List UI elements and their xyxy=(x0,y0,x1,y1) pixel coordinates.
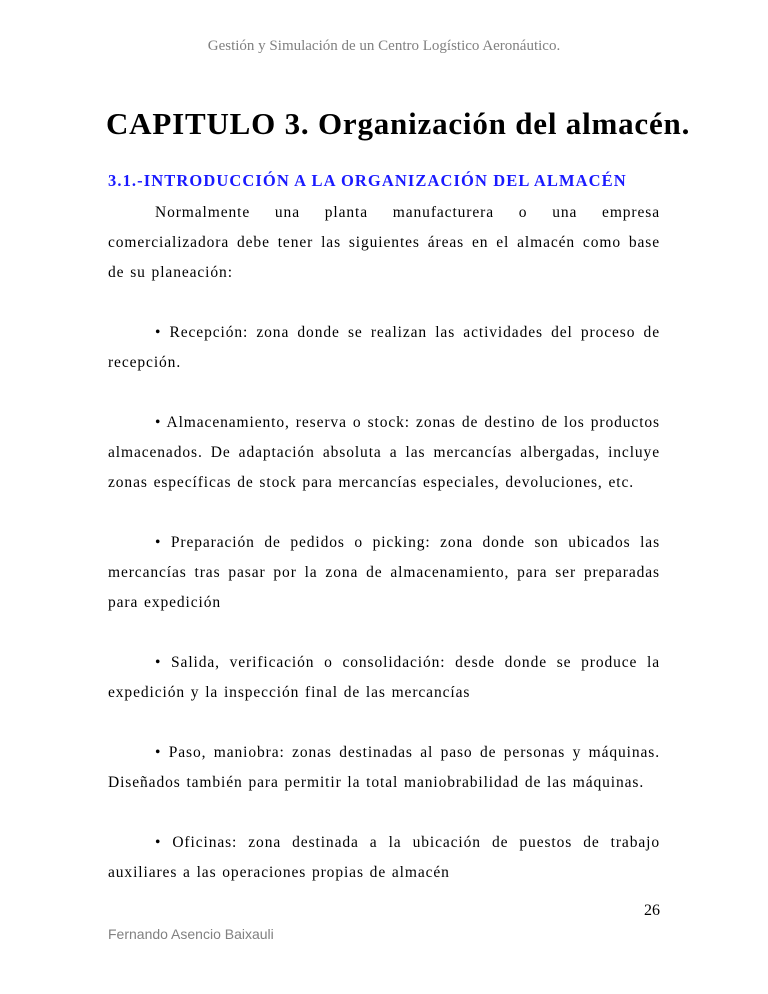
page-footer xyxy=(108,902,660,952)
bullet-picking xyxy=(108,528,660,618)
running-header: Gestión y Simulación de un Centro Logístico Aeronáutico. xyxy=(207,38,561,54)
bullet-salida xyxy=(108,648,660,708)
section-title: 3.1.-INTRODUCCIÓN A LA ORGANIZACIÓN DEL ALMACÉN xyxy=(108,171,627,190)
paragraph-text: • Recepción: zona donde se realizan las actividades del proceso de recepción. xyxy=(108,324,660,371)
chapter-title: CAPITULO 3. Organización del almacén. xyxy=(106,106,691,141)
bullet-almacenamiento xyxy=(108,408,660,498)
paragraph-text: • Paso, maniobra: zonas destinadas al paso de personas y máquinas. Diseñados también para permitir la total maniobrabilidad de las máquinas. xyxy=(108,744,660,791)
paragraph-text: Normalmente una planta manufacturera o una empresa comercializadora debe tener las siguientes áreas en el almacén como base de su planeación: xyxy=(108,204,660,281)
bullet-paso xyxy=(108,738,660,798)
bullet-recepcion xyxy=(108,318,660,378)
paragraph-text: • Oficinas: zona destinada a la ubicación de puestos de trabajo auxiliares a las operaciones propias de almacén xyxy=(108,834,660,881)
paragraph-text: • Salida, verificación o consolidación: desde donde se produce la expedición y la inspección final de las mercancías xyxy=(108,654,660,701)
paragraph-text: • Preparación de pedidos o picking: zona donde son ubicados las mercancías tras pasar por la zona de almacenamiento, para ser preparadas para expedición xyxy=(108,534,660,611)
paragraph-text: • Almacenamiento, reserva o stock: zonas de destino de los productos almacenados. De adaptación absoluta a las mercancías albergadas, incluye zonas específicas de stock para mercancías especiales, devoluciones, etc. xyxy=(108,414,660,491)
bullet-oficinas xyxy=(108,828,660,888)
body-text xyxy=(108,198,660,952)
footer-author: Fernando Asencio Baixauli xyxy=(108,926,274,942)
page-number: 26 xyxy=(644,902,660,919)
paragraph-intro xyxy=(108,198,660,288)
